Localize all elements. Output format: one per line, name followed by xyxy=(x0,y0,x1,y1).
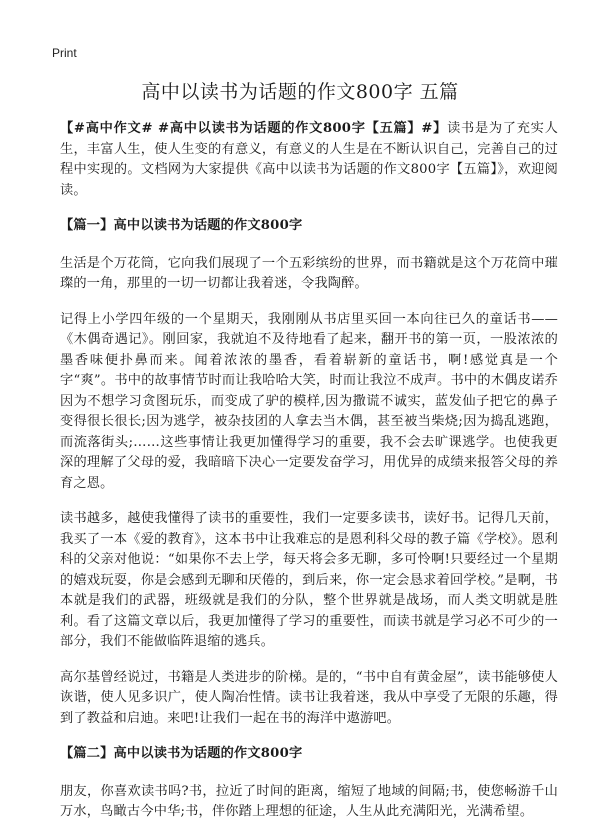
section1-paragraph-2: 记得上小学四年级的一个星期天，我刚刚从书店里买回一本向往已久的童话书——《木偶奇遇记》。刚回家，我就迫不及待地看了起来，翻开书的第一页，一股浓浓的墨香味便扑鼻而来。闻着浓浓的墨香，看着崭新的童话书，啊!感觉真是一个字“爽”。书中的故事情节时而让我哈哈大笑，时而让我泣不成声。书中的木偶皮诺乔因为不想学习贪图玩乐，而变成了驴的模样,因为撒谎不诚实，蓝发仙子把它的鼻子变得很长很长;因为逃学，被杂技团的人拿去当木偶，甚至被当柴烧;因为捣乱逃跑，而流落街头;……这些事情让我更加懂得学习的重要，我不会去旷课逃学。也使我更深的理解了父母的爱，我暗暗下决心一定要发奋学习，用优异的成绩来报答父母的养育之恩。 xyxy=(60,311,558,491)
print-label: Print xyxy=(52,46,77,60)
section1-paragraph-3: 读书越多，越使我懂得了读书的重要性，我们一定要多读书，读好书。记得几天前，我买了一本《爱的教育》，这本书中让我难忘的是恩利科父母的教子篇《学校》。恩利科的父亲对他说：“如果你不去上学，每天将会多无聊，多可怜啊!只要经过一个星期的嬉戏玩耍，你是会感到无聊和厌倦的，到后来，你一定会恳求着回学校。”是啊，书本就是我们的武器，班级就是我们的分队，整个世界就是战场，而人类文明就是胜利。看了这篇文章以后，我更加懂得了学习的重要性，而读书就是学习必不可少的一部分，我们不能做临阵退缩的逃兵。 xyxy=(60,511,558,649)
section1-paragraph-1: 生活是个万花筒，它向我们展现了一个五彩缤纷的世界，而书籍就是这个万花筒中璀璨的一角，那里的一切一切都让我着迷，令我陶醉。 xyxy=(60,255,558,291)
section1-paragraph-4: 高尔基曾经说过，书籍是人类进步的阶梯。是的，“书中自有黄金屋”，读书能够使人诙谐，使人见多识广，使人陶冶性情。读书让我着迷，我从中享受了无限的乐趣，得到了教益和启迪。来吧!让我们一起在书的海洋中遨游吧。 xyxy=(60,669,558,726)
intro-text: 读书是为了充实人生，丰富人生，使人生变的有意义，有意义的人生是在不断认识自己，完善自己的过程中实现的。文档网为大家提供《高中以读书为话题的作文800字【五篇】》，欢迎阅读。 xyxy=(60,121,558,198)
document-title: 高中以读书为话题的作文800字 五篇 xyxy=(141,81,459,103)
section-heading-1: 【篇一】高中以读书为话题的作文800字 xyxy=(60,218,303,233)
intro-tag: 【#高中作文# #高中以读书为话题的作文800字【五篇】#】 xyxy=(60,121,448,136)
section2-paragraph-1: 朋友，你喜欢读书吗?书，拉近了时间的距离，缩短了地域的间隔;书，使您畅游千山万水，鸟瞰古今中华;书，伴你踏上理想的征途，人生从此充满阳光，光满希望。 xyxy=(60,783,558,819)
intro-paragraph xyxy=(60,119,558,201)
document-body xyxy=(60,119,558,838)
section-heading-2: 【篇二】高中以读书为话题的作文800字 xyxy=(60,746,303,761)
